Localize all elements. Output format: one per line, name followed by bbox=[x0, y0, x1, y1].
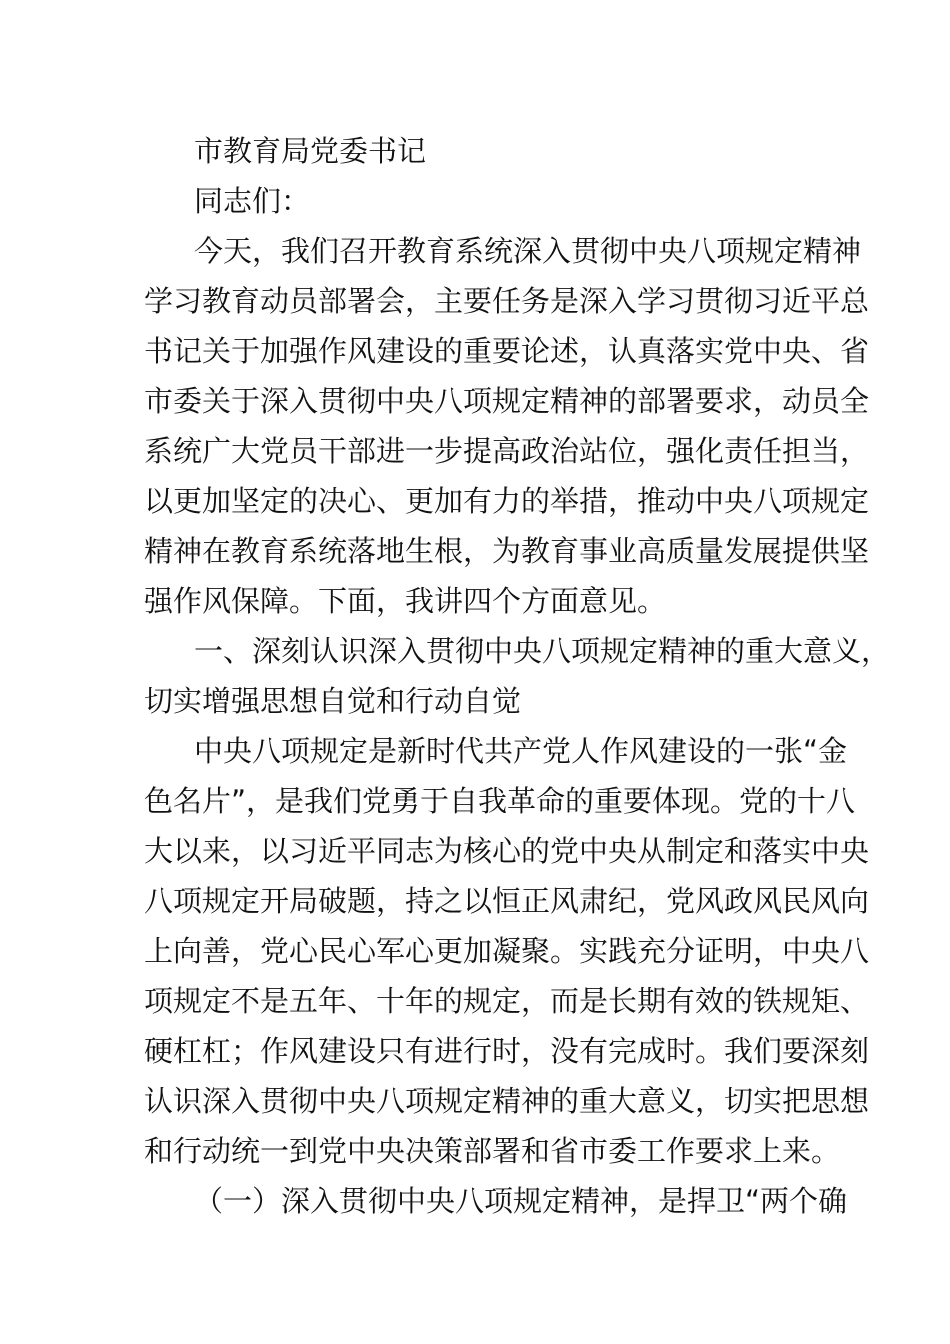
section-heading-line: 切实增强思想自觉和行动自觉 bbox=[144, 684, 522, 718]
paragraph-line: 市委关于深入贯彻中央八项规定精神的部署要求，动员全 bbox=[144, 384, 870, 418]
paragraph-line: 和行动统一到党中央决策部署和省市委工作要求上来。 bbox=[144, 1134, 841, 1168]
paragraph-line: 精神在教育系统落地生根，为教育事业高质量发展提供坚 bbox=[144, 534, 870, 568]
paragraph-line: 硬杠杠；作风建设只有进行时，没有完成时。我们要深刻 bbox=[144, 1034, 870, 1068]
paragraph-line: 中央八项规定是新时代共产党人作风建设的一张“金 bbox=[194, 734, 848, 768]
paragraph-line: 书记关于加强作风建设的重要论述，认真落实党中央、省 bbox=[144, 334, 870, 368]
paragraph-line: 系统广大党员干部进一步提高政治站位，强化责任担当， bbox=[144, 434, 870, 468]
paragraph-line: 认识深入贯彻中央八项规定精神的重大意义，切实把思想 bbox=[144, 1084, 870, 1118]
paragraph-line: 强作风保障。下面，我讲四个方面意见。 bbox=[144, 584, 667, 618]
paragraph-line: 八项规定开局破题，持之以恒正风肃纪，党风政风民风向 bbox=[144, 884, 870, 918]
paragraph-line: 色名片”，是我们党勇于自我革命的重要体现。党的十八 bbox=[144, 784, 856, 818]
paragraph-line: 今天，我们召开教育系统深入贯彻中央八项规定精神 bbox=[194, 234, 862, 268]
paragraph-line: 项规定不是五年、十年的规定，而是长期有效的铁规矩、 bbox=[144, 984, 870, 1018]
paragraph-line: 上向善，党心民心军心更加凝聚。实践充分证明，中央八 bbox=[144, 934, 870, 968]
paragraph-line: 大以来，以习近平同志为核心的党中央从制定和落实中央 bbox=[144, 834, 870, 868]
section-heading-line: 一、深刻认识深入贯彻中央八项规定精神的重大意义， bbox=[194, 634, 891, 668]
paragraph-line: 以更加坚定的决心、更加有力的举措，推动中央八项规定 bbox=[144, 484, 870, 518]
salutation-line: 同志们： bbox=[194, 184, 311, 218]
author-line: 市教育局党委书记 bbox=[194, 134, 427, 168]
subsection-heading-line: （一）深入贯彻中央八项规定精神，是捍卫“两个确 bbox=[194, 1184, 848, 1218]
document-body bbox=[144, 126, 891, 1226]
paragraph-line: 学习教育动员部署会，主要任务是深入学习贯彻习近平总 bbox=[144, 284, 870, 318]
